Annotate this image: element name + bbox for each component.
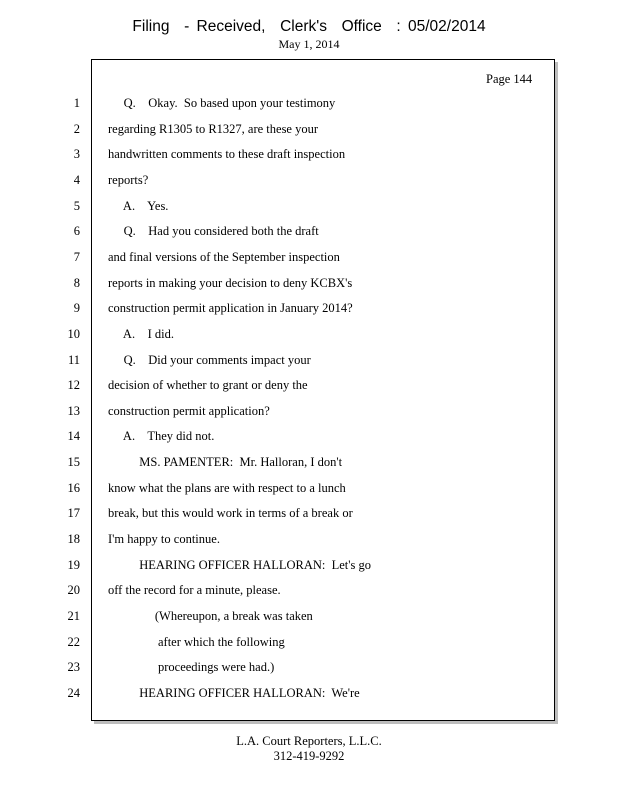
transcript-line: off the record for a minute, please. bbox=[108, 583, 281, 598]
line-number: 18 bbox=[67, 532, 80, 547]
transcript-line: break, but this would work in terms of a break or bbox=[108, 506, 353, 521]
transcript-line: reports? bbox=[108, 172, 149, 187]
transcript-line: (Whereupon, a break was taken bbox=[108, 609, 313, 623]
line-number: 9 bbox=[73, 301, 80, 316]
transcript-line: handwritten comments to these draft inspection bbox=[108, 147, 346, 162]
transcript-line: decision of whether to grant or deny the bbox=[108, 378, 308, 393]
transcript-line: A. They did not. bbox=[108, 429, 215, 444]
transcript-line: MS. PAMENTER: Mr. Halloran, I don't bbox=[108, 455, 343, 470]
line-number: 11 bbox=[67, 352, 80, 367]
line-number: 5 bbox=[73, 198, 80, 213]
line-number: 16 bbox=[67, 480, 80, 495]
line-number: 3 bbox=[73, 147, 80, 162]
line-number: 2 bbox=[73, 121, 80, 136]
transcript-line: regarding R1305 to R1327, are these your bbox=[108, 121, 319, 136]
line-number: 24 bbox=[67, 685, 80, 700]
transcript-line: A. Yes. bbox=[108, 198, 169, 213]
transcript-line: Q. Okay. So based upon your testimony bbox=[108, 96, 336, 110]
line-number: 6 bbox=[73, 224, 80, 239]
transcript-line: construction permit application in January 2014? bbox=[108, 301, 353, 316]
transcript-line: I'm happy to continue. bbox=[108, 532, 220, 547]
transcript-line: HEARING OFFICER HALLORAN: Let's go bbox=[108, 557, 372, 572]
line-number: 12 bbox=[67, 378, 80, 393]
transcript-line: know what the plans are with respect to a lunch bbox=[108, 480, 346, 495]
reporter-phone: 312-419-9292 bbox=[273, 749, 345, 763]
line-number: 15 bbox=[67, 455, 80, 470]
line-number: 19 bbox=[67, 557, 80, 572]
line-number: 7 bbox=[73, 249, 80, 264]
line-number: 20 bbox=[67, 583, 80, 598]
deposition-date: May 1, 2014 bbox=[278, 37, 340, 51]
transcript-line: A. I did. bbox=[108, 326, 174, 341]
transcript-line: Q. Had you considered both the draft bbox=[108, 224, 319, 239]
transcript-line: Q. Did your comments impact your bbox=[108, 352, 311, 367]
line-number: 23 bbox=[67, 660, 80, 675]
transcript-line: construction permit application? bbox=[108, 403, 270, 418]
transcript-line: proceedings were had.) bbox=[108, 660, 275, 675]
line-number: 1 bbox=[73, 96, 80, 110]
line-number: 10 bbox=[67, 326, 80, 341]
line-number: 21 bbox=[67, 609, 80, 623]
line-number: 8 bbox=[73, 275, 80, 290]
line-number: 13 bbox=[67, 403, 80, 418]
transcript-line: reports in making your decision to deny KCBX's bbox=[108, 275, 353, 290]
reporter-company: L.A. Court Reporters, L.L.C. bbox=[236, 734, 382, 748]
transcript-line: and final versions of the September inspection bbox=[108, 249, 340, 264]
line-number: 4 bbox=[73, 172, 80, 187]
transcript-line: HEARING OFFICER HALLORAN: We're bbox=[108, 685, 360, 700]
filing-stamp: Filing - Received, Clerk's Office : 05/02/2014 bbox=[132, 18, 486, 35]
page-number: Page 144 bbox=[486, 72, 533, 86]
transcript-line: after which the following bbox=[108, 634, 285, 649]
line-number: 22 bbox=[67, 634, 80, 649]
line-number: 17 bbox=[67, 506, 80, 521]
line-number: 14 bbox=[67, 429, 80, 444]
